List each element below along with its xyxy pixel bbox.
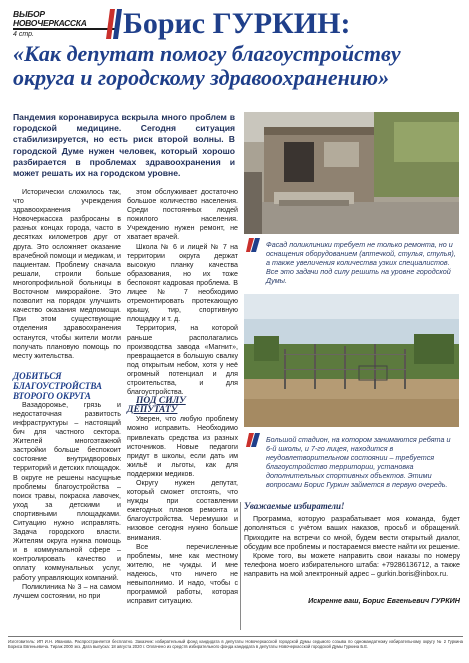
page-headline: «Как депутат помогу благоустройству округа и городскому здравоохранению» bbox=[13, 41, 401, 90]
caption-marker-icon bbox=[246, 238, 260, 252]
caption-marker-icon bbox=[246, 433, 260, 447]
article-paragraph: Уверен, что любую проблему можно исправить. Необходимо привлекать средства из разных источников. Новые педагоги придут в школы, если дать им жильё и льготы, как для поддержки медиков. bbox=[127, 415, 238, 478]
brand-line-2: НОВОЧЕРКАССКА bbox=[13, 19, 118, 30]
column-divider bbox=[240, 502, 241, 630]
section-subheading: ПОД СИЛУ ДЕПУТАТУ bbox=[127, 396, 186, 416]
brand-line-1: ВЫБОР bbox=[13, 9, 45, 19]
clinic-photo-caption: Фасад поликлиники требует не только ремонта, но и оснащения оборудованием (аптечкой, стулья, стулья), а также увеличения количества узких специалистов. Все это задачи под силу решить на уровне городской Думы. bbox=[266, 240, 456, 285]
article-paragraph: Поликлиника № 3 – на самом лучшем состоянии, но при bbox=[13, 582, 121, 600]
page-label: 4 стр. bbox=[13, 31, 34, 38]
article-column-2 bbox=[127, 188, 238, 606]
flag-logo-icon bbox=[106, 9, 122, 39]
article-column-1 bbox=[13, 188, 121, 601]
article-paragraph: Исторически сложилось так, что учреждения здравоохранения Новочеркасска разбросаны в разных концах города, часто в десятках километров друг от друга. Это осложняет оказание врачебной помощи и медикам, и пациентам. Проблему сначала решали, строили больше многопрофильной больницы в Восточном микрорайоне. Это позволит на порядок улучшить качество оказания медпомощи. При этом существующие отделения здравоохранения останутся, чтобы жители могли получать плановую помощь по месту жительства. bbox=[13, 188, 121, 360]
publisher-imprint: Изготовитель: ИП И.Н. Иванова. Распространяется бесплатно. Заказчик: избирательный фонд кандидата в депутаты Новочеркасской городской Думы седьмого созыва по одномандатному избирательному округу № 2 Гуркина Бориса Евгеньевича. Тираж 2000 экз. Дата выпуска: 18 августа 2020 г. Оплачено из средств избирательного фонда кандидата в депутаты Новочеркасской городской Думы Гуркина Б.Е. bbox=[8, 639, 463, 649]
article-paragraph: Школа № 6 и лицей № 7 на территории округа держат высокую планку качества образования, но их тоже беспокоят кадровая проблема. В лицее № 7 необходимо отремонтировать протекающую крышу, тир, спортивную площадку и т. д. bbox=[127, 242, 238, 324]
appeal-paragraph: Кроме того, вы можете направить свои наказы по номеру телефона моего избирательного штаба: +79286136712, а также направить на мой электронный адрес – gurkin.boris@inbox.ru. bbox=[244, 552, 460, 579]
section-subheading: ДОБИТЬСЯ БЛАГОУСТРОЙСТВА ВТОРОГО ОКРУГА bbox=[13, 370, 102, 401]
brand-block bbox=[13, 10, 118, 38]
article-paragraph: Округу нужен депутат, который сможет отстоять, что нужды при составлении ежегодных планов ремонта и благоустройства. Черемушки и низовое сегодня нужно больше внимания. bbox=[127, 479, 238, 542]
lead-paragraph: Пандемия коронавируса вскрыла много проблем в городской медицине. Сегодня ситуация стабилизируется, но есть риск второй волны. В городской Думе нужен человек, который хорошо разбирается в проблемах здравоохранения и может решать их на городском уровне. bbox=[13, 112, 235, 179]
article-paragraph: Все перечисленные проблемы, мне как местному жителю, не чужды. И мне надеюсь, что ничего не невыполнимо. И надо, чтобы с программой работы, которая исправит ситуацию. bbox=[127, 542, 238, 606]
person-name: Борис ГУРКИН: bbox=[123, 7, 351, 40]
appeal-signature: Искренне ваш, Борис Евгеньевич ГУРКИН bbox=[308, 595, 460, 605]
stadium-photo-caption: Большой стадион, на котором занимаются ребята и 6-й школы, и 7-го лицея, находится в неудовлетворительном состоянии – требуется благоустройство территории, установка дополнительных спортивных объектов. Этими вопросами Борис Гуркин займется в первую очередь. bbox=[266, 435, 451, 489]
article-paragraph: Вазадорожье, грязь и недостаточная развитость инфраструктуры – настоящий бич для частного сектора. Жителей многоэтажной застройки больше беспокоит состояние внутридворовых территорий и детских площадок. В округе не решены насущные проблемы благоустройства – поиск травы, покраска лавочек, уход за детскими и спортивными площадками. Ситуацию нужно исправлять. Задача городского власти. Жителям округа нужна помощь и в коммунальной сфере – контролировать качество и оплату коммунальных услуг, работу управляющих компаний. bbox=[13, 400, 121, 582]
appeal-heading: Уважаемые избиратели! bbox=[244, 501, 345, 511]
article-paragraph: Территория, на которой раньше располагались производства завода «Магнит», превращается в большую свалку под открытым небом, хотя у неё огромный потенциал и для строительства, и для благоустройства. bbox=[127, 324, 238, 397]
clinic-photo bbox=[244, 112, 459, 234]
stadium-photo bbox=[244, 294, 459, 427]
article-paragraph: этом обслуживает достаточно большое количество населения. Среди постоянных людей пожилого населения. Учреждению нужен ремонт, не хватает врачей. bbox=[127, 188, 238, 242]
voter-appeal bbox=[244, 502, 460, 605]
appeal-paragraph: Программа, которую разрабатывает моя команда, будет дополняться с учётом ваших наказов, просьб и обращений. Приходите на встречи со мной, будем вести открытый диалог, обсудим все проблемы и постараемся вместе найти их решение. bbox=[244, 515, 460, 551]
footer-rule bbox=[8, 636, 463, 637]
